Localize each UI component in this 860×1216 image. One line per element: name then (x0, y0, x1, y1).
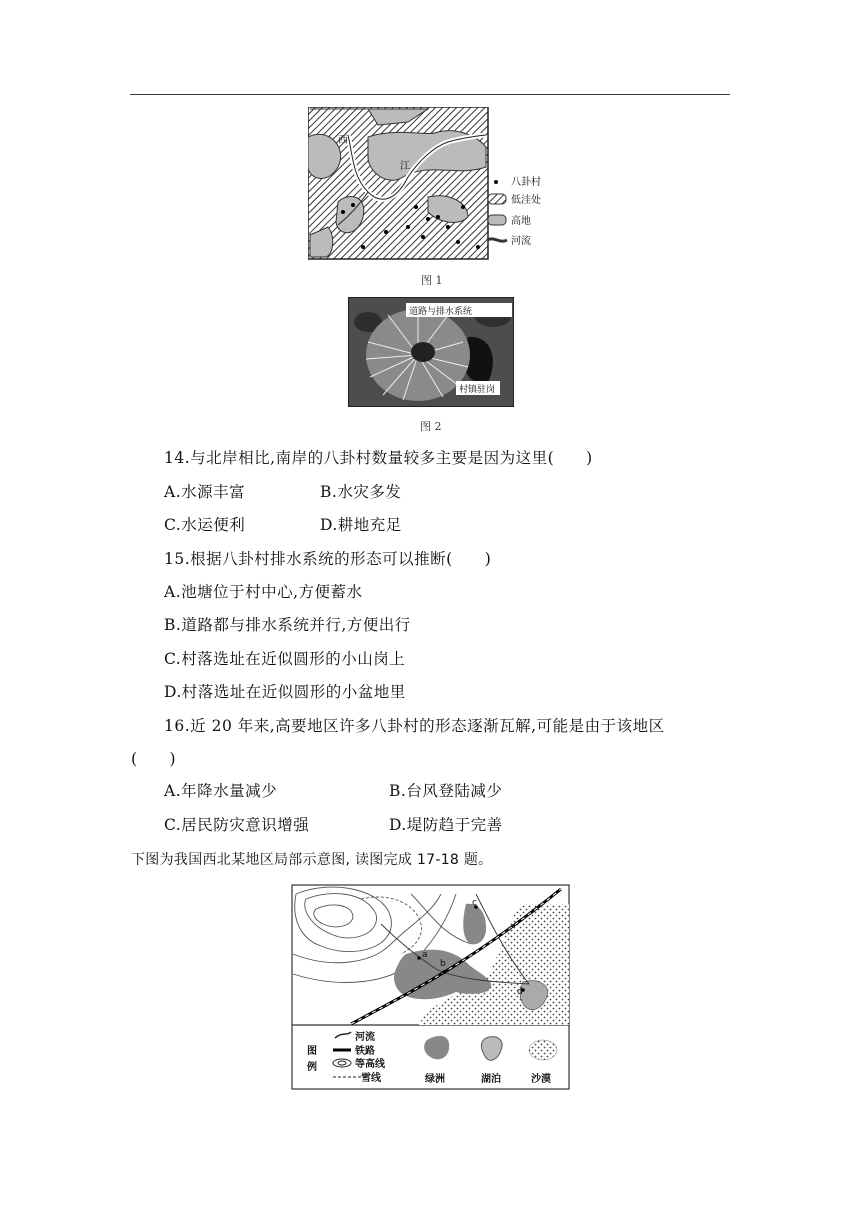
q14-option-d: D.耕地充足 (320, 516, 402, 534)
label-roads-drainage: 道路与排水系统 (409, 307, 473, 317)
q14-option-a: A.水源丰富 (164, 483, 246, 501)
question-16-stem: 16.近 20 年来,高要地区许多八卦村的形态逐渐瓦解,可能是由于该地区 (164, 717, 665, 735)
desert-icon (529, 1040, 557, 1060)
figure-1-caption: 图 1 (421, 274, 443, 287)
legend-railway-label: 铁路 (355, 1046, 375, 1057)
q14-option-c: C.水运便利 (164, 516, 246, 534)
figure-2-caption: 图 2 (420, 420, 442, 433)
q15-option-b: B.道路都与排水系统并行,方便出行 (164, 616, 411, 634)
legend-title-1: 图 (307, 1046, 317, 1057)
label-xi: 西 (338, 135, 348, 146)
figure-3-map (291, 884, 571, 1092)
legend-label-village: 八卦村 (511, 177, 541, 188)
q14-option-b: B.水灾多发 (320, 483, 402, 501)
figure-2-photo (348, 297, 514, 407)
label-pond: 村镇驻岗 (459, 385, 496, 395)
q16-option-d: D.堤防趋于完善 (389, 816, 503, 834)
legend-label-highland: 高地 (511, 216, 531, 227)
hatched-area-icon (488, 194, 506, 204)
point-b: b (440, 959, 446, 969)
question-16-bracket: ( ) (131, 750, 177, 768)
legend-contour-label: 等高线 (355, 1059, 385, 1070)
header-rule (130, 94, 730, 95)
legend-lake-label: 湖泊 (481, 1074, 501, 1085)
river-icon (487, 239, 507, 241)
legend-desert-label: 沙漠 (531, 1074, 551, 1085)
legend-oasis-label: 绿洲 (425, 1074, 445, 1085)
dot-icon (494, 180, 498, 184)
q16-option-a: A.年降水量减少 (164, 782, 278, 800)
point-d: d (517, 987, 523, 997)
legend-snowline-label: 雪线 (361, 1073, 381, 1084)
section-intro: 下图为我国西北某地区局部示意图, 读图完成 17-18 题。 (131, 852, 493, 868)
question-14-stem: 14.与北岸相比,南岸的八卦村数量较多主要是因为这里( ) (164, 449, 593, 467)
outlined-area-icon (488, 215, 506, 225)
q15-option-a: A.池塘位于村中心,方便蓄水 (164, 583, 363, 601)
legend-river-label: 河流 (355, 1032, 375, 1043)
q15-option-d: D.村落选址在近似圆形的小盆地里 (164, 683, 406, 701)
q15-option-c: C.村落选址在近似圆形的小山岗上 (164, 650, 406, 668)
legend-label-river: 河流 (511, 236, 531, 247)
legend-title-2: 例 (307, 1062, 317, 1073)
point-c: c (472, 898, 477, 908)
q16-option-c: C.居民防灾意识增强 (164, 816, 310, 834)
figure-1-map (308, 107, 548, 261)
q16-option-b: B.台风登陆减少 (389, 782, 503, 800)
label-jiang: 江 (400, 161, 410, 172)
point-a: a (422, 950, 428, 960)
legend-label-lowland: 低洼处 (511, 195, 541, 206)
question-15-stem: 15.根据八卦村排水系统的形态可以推断( ) (164, 550, 492, 568)
